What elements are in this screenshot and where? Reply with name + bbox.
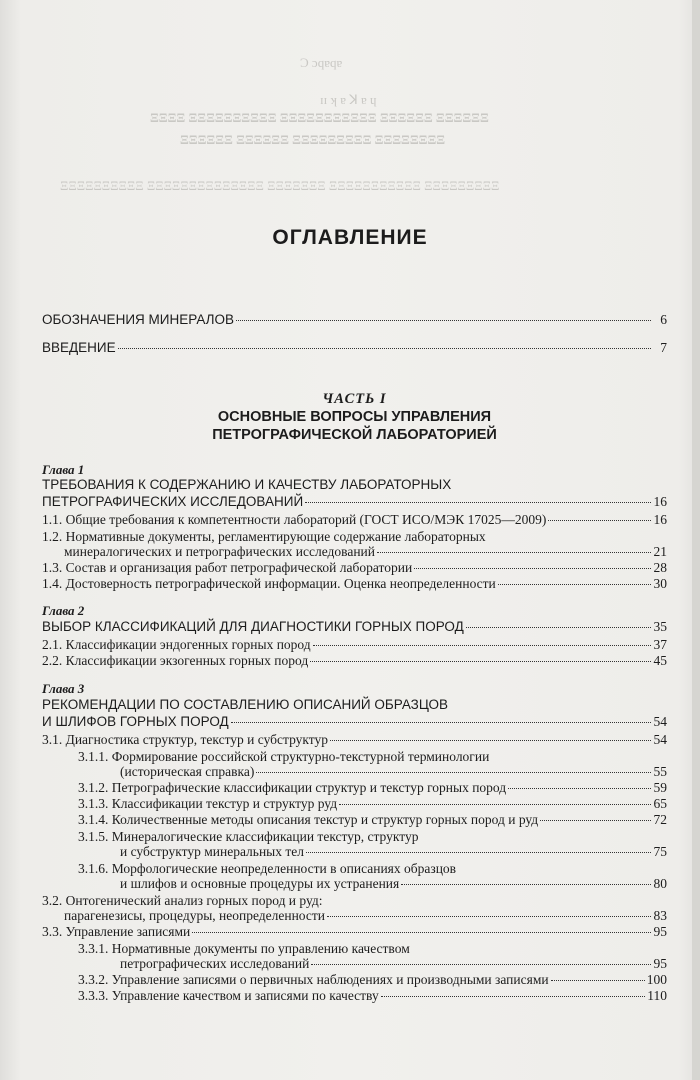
toc-entry-3-1-4[interactable]: [42, 812, 667, 828]
part-heading: [42, 390, 667, 444]
dot-leader: [256, 772, 651, 773]
toc-entry-3-3-1[interactable]: [42, 956, 667, 972]
toc-entry-3-1[interactable]: [42, 732, 667, 748]
dot-leader: [236, 320, 651, 321]
entry-title: ПЕТРОГРАФИЧЕСКИХ ИССЛЕДОВАНИЙ: [42, 494, 304, 509]
dot-leader: [118, 348, 651, 349]
entry-title-line: 1.2. Нормативные документы, регламентирующие содержание лабораторных: [42, 529, 486, 544]
toc-entry-3-3[interactable]: [42, 924, 667, 940]
dot-leader: [498, 584, 651, 585]
dot-leader: [311, 964, 651, 965]
entry-title: петрографических исследований: [120, 956, 310, 971]
dot-leader: [548, 520, 651, 521]
page-number: 37: [653, 637, 667, 652]
dot-leader: [330, 740, 651, 741]
toc-entry-chapter1[interactable]: [42, 494, 667, 510]
toc-entry-3-1-5-line1: [42, 828, 667, 845]
page-number: 35: [653, 619, 667, 634]
dot-leader: [414, 568, 651, 569]
chapter-title-line: РЕКОМЕНДАЦИИ ПО СОСТАВЛЕНИЮ ОПИСАНИЙ ОБРАЗЦОВ: [42, 697, 449, 712]
page-number: 75: [653, 844, 667, 859]
page-number: 95: [653, 924, 667, 939]
toc-entry-3-2-line1: [42, 892, 667, 909]
entry-title: 1.1. Общие требования к компетентности лабораторий (ГОСТ ИСО/МЭК 17025—2009): [42, 512, 547, 527]
toc-entry-3-1-1-line1: [42, 748, 667, 765]
dot-leader: [339, 804, 651, 805]
chapter2-label: Глава 2: [42, 603, 85, 618]
dot-leader: [540, 820, 651, 821]
entry-title: ОБОЗНАЧЕНИЯ МИНЕРАЛОВ: [42, 312, 234, 327]
page-number: 45: [653, 653, 667, 668]
dot-leader: [551, 980, 645, 981]
page-number: 54: [653, 714, 667, 729]
entry-title-line: 3.1.5. Минералогические классификации текстур, структур: [78, 829, 419, 844]
page-number: 59: [653, 780, 667, 795]
entry-title: и субструктур минеральных тел: [120, 844, 304, 859]
entry-title: ВВЕДЕНИЕ: [42, 340, 116, 355]
bleed-through: ΞΞΞΞ ΞΞΞΞΞΞΞΞΞΞ ΞΞΞΞΞΞΞΞΞΞΞ ΞΞΞΞΞΞ ΞΞΞΞΞΞ: [150, 110, 489, 125]
toc-entry-3-3-2[interactable]: [42, 972, 667, 988]
dot-leader: [466, 627, 651, 628]
entry-title: 1.3. Состав и организация работ петрографической лаборатории: [42, 560, 413, 575]
page-number: 54: [653, 732, 667, 747]
bleed-through: ɪɪ ʞ ɐ ꓘ ɐ ɥ: [320, 92, 377, 107]
toc-entry-1-2[interactable]: [42, 544, 667, 560]
page-number: 16: [653, 512, 667, 527]
entry-title: 3.1.2. Петрографические классификации структур и текстур горных пород: [78, 780, 507, 795]
toc-entry-3-1-2[interactable]: [42, 780, 667, 796]
dot-leader: [377, 552, 651, 553]
dot-leader: [310, 661, 651, 662]
toc-entry-chapter3[interactable]: [42, 714, 667, 730]
toc-entry-3-3-1-line1: [42, 940, 667, 957]
toc-entry-minerals[interactable]: [42, 312, 667, 328]
page-number: 7: [660, 340, 667, 355]
page-number: 72: [653, 812, 667, 827]
chapter3-label: Глава 3: [42, 681, 85, 696]
page-number: 83: [653, 908, 667, 923]
entry-title: 2.2. Классификации экзогенных горных пород: [42, 653, 309, 668]
chapter3-title: [42, 696, 667, 713]
entry-title-line: 3.2. Онтогенический анализ горных пород и руд:: [42, 893, 323, 908]
page-number: 16: [653, 494, 667, 509]
toc-entry-1-1[interactable]: [42, 512, 667, 528]
page-title: ОГЛАВЛЕНИЕ: [272, 226, 428, 250]
dot-leader: [327, 916, 651, 917]
page-number: 65: [653, 796, 667, 811]
bleed-through: ΞΞΞΞΞΞ ΞΞΞΞΞΞ ΞΞΞΞΞΞΞΞΞ ΞΞΞΞΞΞΞΞ: [180, 132, 446, 147]
entry-title: 3.1.3. Классификации текстур и структур руд: [78, 796, 338, 811]
entry-title: И ШЛИФОВ ГОРНЫХ ПОРОД: [42, 714, 229, 729]
page-number: 95: [653, 956, 667, 971]
entry-title: (историческая справка): [120, 764, 255, 779]
page-number: 110: [647, 988, 667, 1003]
page-number: 55: [653, 764, 667, 779]
toc-entry-3-1-3[interactable]: [42, 796, 667, 812]
entry-title-line: 3.1.6. Морфологические неопределенности в описаниях образцов: [78, 861, 457, 876]
chapter-title-line: ТРЕБОВАНИЯ К СОДЕРЖАНИЮ И КАЧЕСТВУ ЛАБОРАТОРНЫХ: [42, 477, 452, 492]
page-edge: [692, 0, 700, 1080]
entry-title: минералогических и петрографических исследований: [64, 544, 376, 559]
page-number: 100: [646, 972, 667, 987]
dot-leader: [508, 788, 651, 789]
page-number: 21: [653, 544, 667, 559]
entry-title: 3.3.3. Управление качеством и записями по качеству: [78, 988, 379, 1003]
entry-title: парагенезисы, процедуры, неопределенности: [64, 908, 326, 923]
toc-entry-3-2[interactable]: [42, 908, 667, 924]
dot-leader: [305, 502, 651, 503]
entry-title: 1.4. Достоверность петрографической информации. Оценка неопределенности: [42, 576, 496, 591]
bleed-through: ΞΞΞΞΞΞΞΞΞΞ ΞΞΞΞΞΞΞΞΞΞΞΞΞΞ ΞΞΞΞΞΞΞ ΞΞΞΞΞΞΞΞΞΞΞ ΞΞΞΞΞΞΞΞΞ: [60, 178, 500, 193]
chapter1-title: [42, 476, 667, 493]
entry-title-line: 3.3.1. Нормативные документы по управлению качеством: [78, 941, 410, 956]
toc-entry-1-3[interactable]: [42, 560, 667, 576]
page-number: 6: [660, 312, 667, 327]
page-number: 30: [653, 576, 667, 591]
chapter1-label: Глава 1: [42, 462, 85, 477]
entry-title-line: 3.1.1. Формирование российской структурно-текстурной терминологии: [78, 749, 490, 764]
toc-entry-3-1-6[interactable]: [42, 876, 667, 892]
toc-entry-2-1[interactable]: [42, 637, 667, 653]
toc-entry-chapter2[interactable]: [42, 619, 667, 635]
entry-title: ВЫБОР КЛАССИФИКАЦИЙ ДЛЯ ДИАГНОСТИКИ ГОРНЫХ ПОРОД: [42, 619, 464, 634]
toc-entry-2-2[interactable]: [42, 653, 667, 669]
toc-entry-1-2-line1: [42, 528, 667, 545]
page-number: 28: [653, 560, 667, 575]
toc-entry-1-4[interactable]: [42, 576, 667, 592]
dot-leader: [192, 932, 651, 933]
toc-entry-3-1-1[interactable]: [42, 764, 667, 780]
entry-title: 3.1. Диагностика структур, текстур и субструктур: [42, 732, 329, 747]
entry-title: 3.3. Управление записями: [42, 924, 191, 939]
part-title-line2: ПЕТРОГРАФИЧЕСКОЙ ЛАБОРАТОРИЕЙ: [212, 427, 497, 443]
toc-entry-3-1-6-line1: [42, 860, 667, 877]
part-number: ЧАСТЬ I: [322, 391, 387, 407]
entry-title: 2.1. Классификации эндогенных горных пород: [42, 637, 311, 652]
entry-title: и шлифов и основные процедуры их устранения: [120, 876, 400, 891]
dot-leader: [381, 996, 646, 997]
dot-leader: [313, 645, 651, 646]
dot-leader: [401, 884, 651, 885]
bleed-through: Ɔ ɔqɐqɐ: [300, 55, 343, 70]
dot-leader: [231, 722, 651, 723]
dot-leader: [306, 852, 651, 853]
toc-entry-intro[interactable]: [42, 340, 667, 356]
toc-entry-3-1-5[interactable]: [42, 844, 667, 860]
part-title-line1: ОСНОВНЫЕ ВОПРОСЫ УПРАВЛЕНИЯ: [217, 409, 492, 425]
entry-title: 3.1.4. Количественные методы описания текстур и структур горных пород и руд: [78, 812, 539, 827]
toc-entry-3-3-3[interactable]: [42, 988, 667, 1004]
entry-title: 3.3.2. Управление записями о первичных наблюдениях и производными записями: [78, 972, 549, 987]
page-number: 80: [653, 876, 667, 891]
